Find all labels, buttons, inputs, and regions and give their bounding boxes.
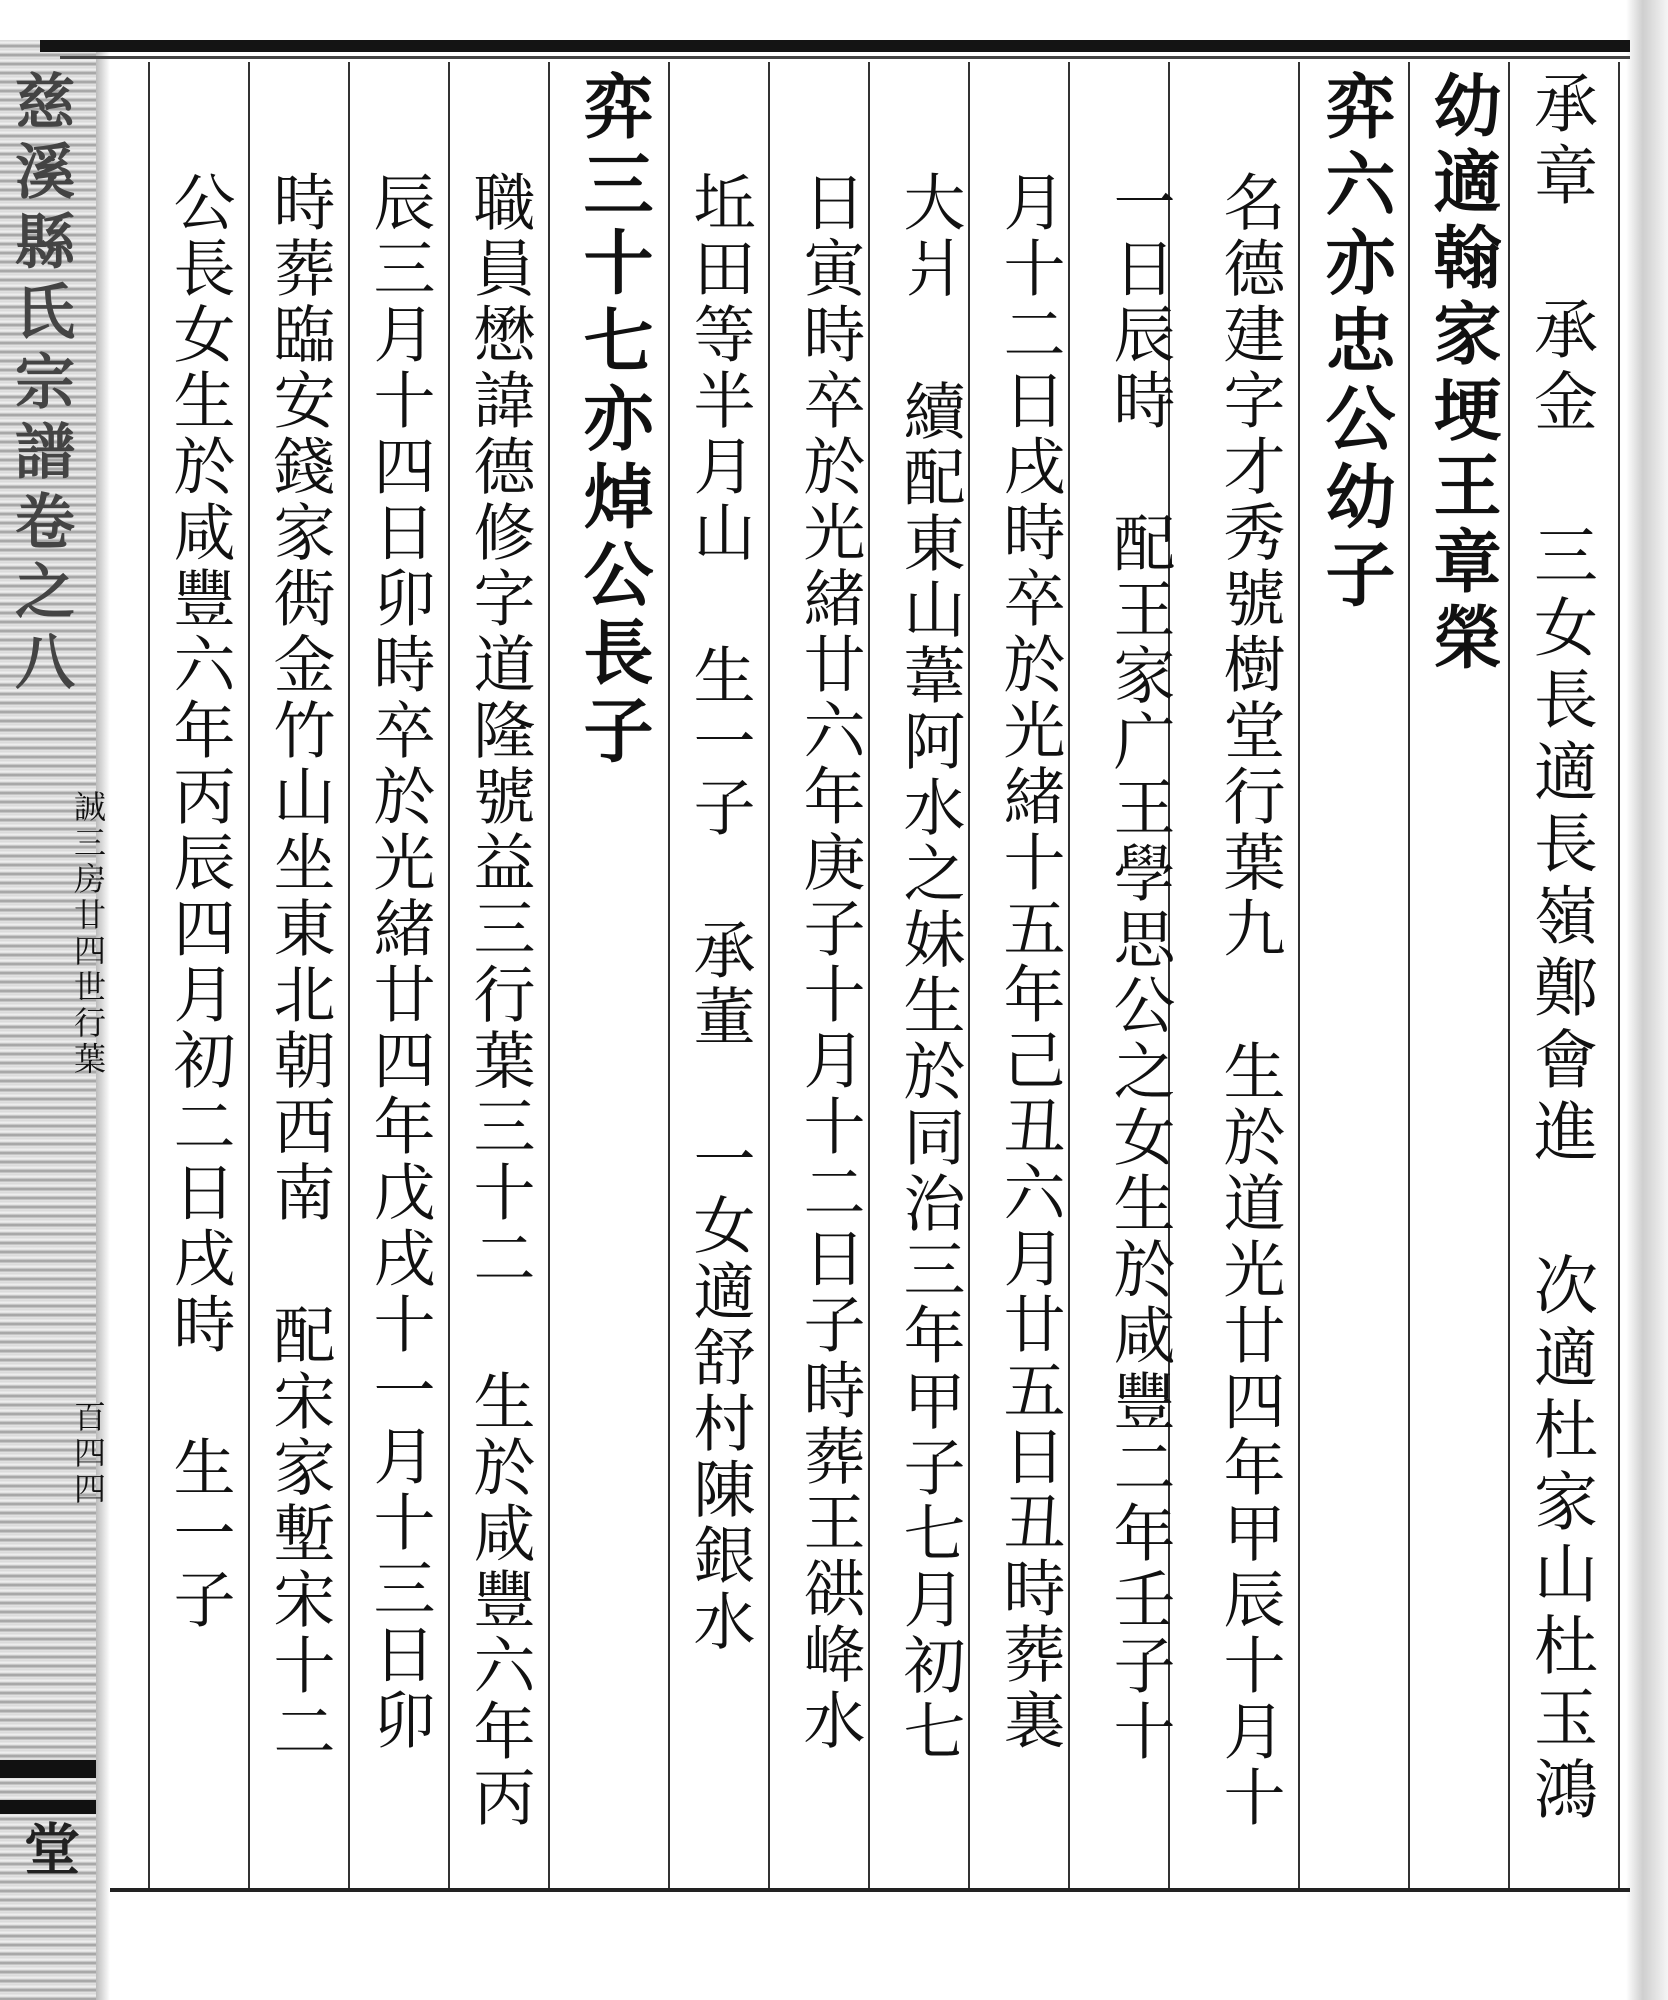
column-rule: [248, 62, 250, 1888]
column-rule: [1408, 62, 1410, 1888]
text-column: 職員懋諱德修字道隆號益三行葉三十二 生於咸豐六年丙: [463, 170, 536, 1831]
top-border-rule: [40, 40, 1630, 52]
text-column: 幼適翰家埂王章榮: [1422, 70, 1502, 678]
text-column: 公長女生於咸豐六年丙辰四月初二日戌時 生一子: [163, 170, 236, 1633]
spine-title: 慈溪縣氏宗譜卷之八: [5, 70, 75, 700]
text-column: 一日辰時 配王家广王學思公之女生於咸豐二年壬子十: [1103, 170, 1176, 1765]
column-rule: [148, 62, 150, 1888]
text-column: 時葬臨安錢家衖金竹山坐東北朝西南 配宋家塹宋十二: [263, 170, 336, 1765]
column-rule: [868, 62, 870, 1888]
text-column: 名德建字才秀號樹堂行葉九 生於道光廿四年甲辰十月十: [1213, 170, 1286, 1831]
margin-page-number: 百四四: [69, 1400, 107, 1508]
text-column: 承章 承金 三女長適長嶺鄭會進 次適杜家山杜玉鴻: [1523, 70, 1597, 1828]
spine-block-mark: [0, 1760, 96, 1778]
text-column: 坵田等半月山 生一子 承董 一女適舒村陳銀水: [683, 170, 756, 1655]
text-column: 大爿 續配東山葦阿水之妹生於同治三年甲子七月初七: [893, 170, 966, 1765]
page-right-edge: [1626, 0, 1668, 2000]
column-rule: [548, 62, 550, 1888]
top-border-rule-inner: [60, 56, 1630, 59]
bottom-border-rule: [110, 1888, 1630, 1892]
column-rule: [1618, 62, 1620, 1888]
spine-hall-mark: 堂: [15, 1820, 81, 1876]
column-rule: [768, 62, 770, 1888]
column-rule: [668, 62, 670, 1888]
margin-section-label: 誠三房廿四世行葉: [69, 790, 107, 1078]
column-rule: [1298, 62, 1300, 1888]
column-rule: [1068, 62, 1070, 1888]
spine-block-mark: [0, 1800, 96, 1814]
entry-heading: 弈三十七亦焯公長子: [572, 70, 655, 772]
text-column: 日寅時卒於光緒廿六年庚子十月十二日子時葬王谼𡶶水: [793, 170, 866, 1754]
text-column: 辰三月十四日卯時卒於光緒廿四年戊戌十一月十三日卯: [363, 170, 436, 1754]
entry-heading: 弈六亦忠公幼子: [1314, 70, 1397, 616]
column-rule: [1508, 62, 1510, 1888]
column-rule: [348, 62, 350, 1888]
text-column: 月十二日戌時卒於光緒十五年己丑六月廿五日丑時葬裏: [993, 170, 1066, 1754]
column-rule: [968, 62, 970, 1888]
column-rule: [448, 62, 450, 1888]
